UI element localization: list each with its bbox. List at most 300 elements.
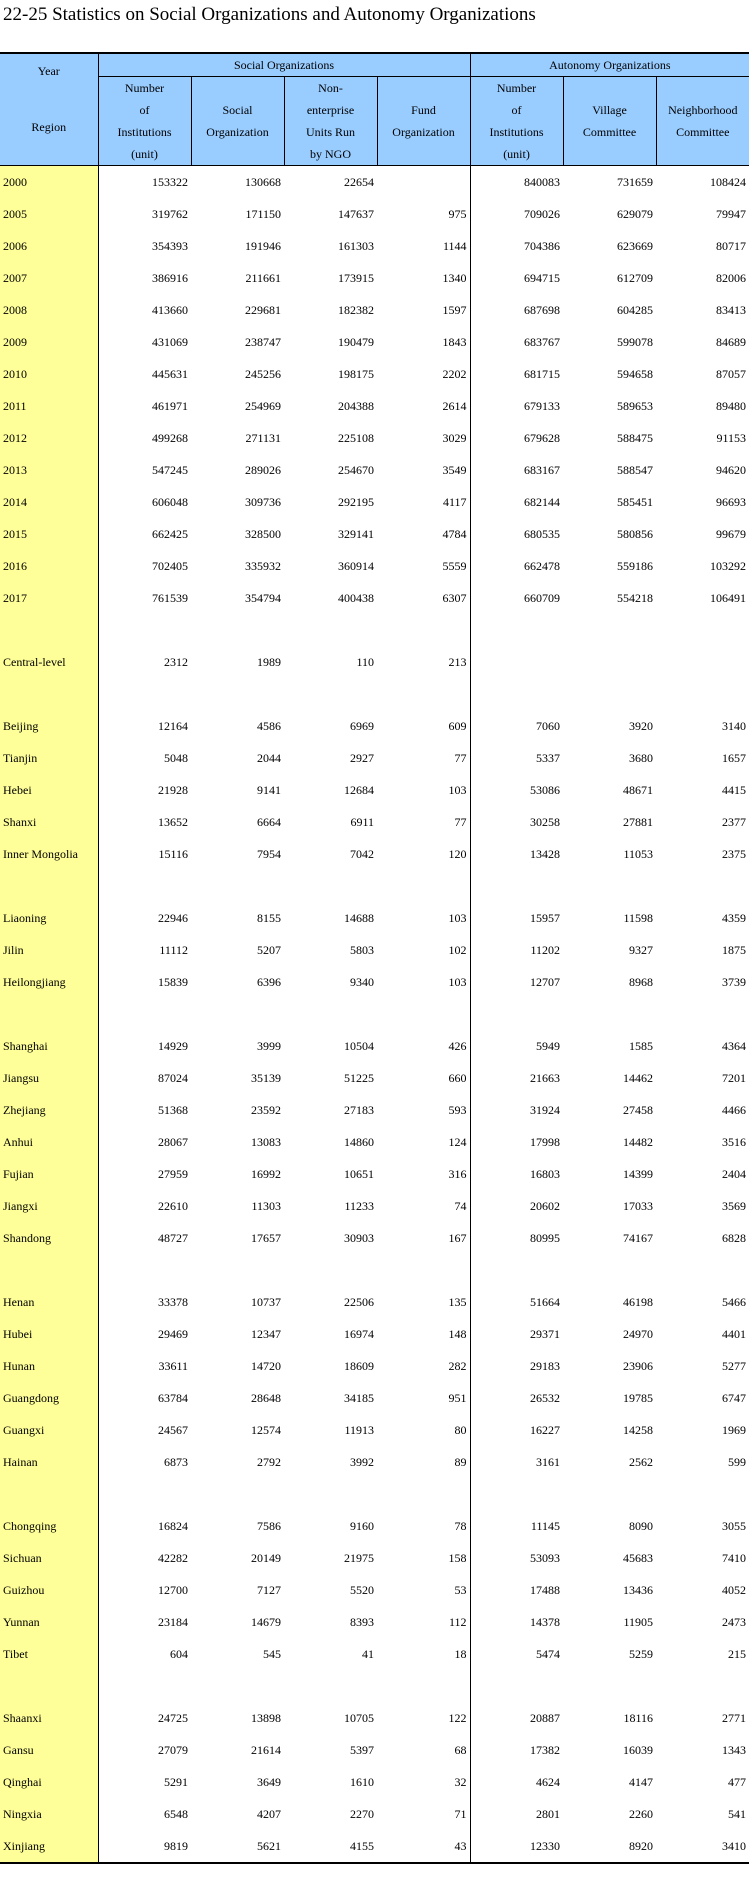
non-enterprise-cell: 51225 (344, 1071, 374, 1085)
non-enterprise-cell: 225108 (338, 431, 374, 445)
autonomy-number-cell: 29371 (530, 1327, 561, 1341)
table-row (0, 1414, 749, 1446)
social-number-cell: 33611 (158, 1359, 188, 1373)
table-row (0, 1030, 749, 1062)
social-number-cell: 29469 (158, 1327, 188, 1341)
spacer-cell (284, 998, 377, 1030)
autonomy-organizations-group-header: Autonomy Organizations (470, 53, 749, 77)
social-organization-cell: 191946 (245, 239, 281, 253)
neighborhood-committee-cell: 215 (728, 1647, 747, 1661)
autonomy-number-cell: 682144 (524, 495, 561, 509)
social-organization-cell: 14720 (251, 1359, 281, 1373)
village-committee-cell: 5259 (629, 1647, 654, 1661)
row-label: Henan (0, 1286, 98, 1318)
autonomy-number-cell: 4624 (536, 1775, 561, 1789)
spacer-cell (191, 998, 284, 1030)
autonomy-number-cell: 14378 (530, 1615, 561, 1629)
table-row (0, 550, 749, 582)
fund-organization-cell: 951 (377, 1382, 470, 1414)
row-label: Zhejiang (0, 1094, 98, 1126)
social-number-cell: 9819 (98, 1830, 191, 1863)
non-enterprise-cell: 27183 (344, 1103, 374, 1117)
social-organization-cell: 20149 (251, 1551, 281, 1565)
spacer-cell (377, 1478, 470, 1510)
spacer-cell (470, 1254, 563, 1286)
fund-organization-cell: 282 (377, 1350, 470, 1382)
spacer-label-cell (0, 1254, 98, 1286)
non-enterprise-cell: 7042 (350, 847, 374, 861)
non-enterprise-cell: 9340 (350, 975, 374, 989)
social-number-cell: 6548 (164, 1807, 188, 1821)
village-committee-cell: 8968 (629, 975, 654, 989)
village-committee-cell: 14258 (623, 1423, 654, 1437)
spacer-label-cell (0, 1478, 98, 1510)
autonomy-number-cell: 681715 (524, 367, 561, 381)
village-committee-cell: 11598 (623, 911, 654, 925)
social-organization-cell: 289026 (245, 463, 281, 477)
autonomy-number-cell: 29183 (530, 1359, 561, 1373)
fund-organization-cell: 32 (377, 1766, 470, 1798)
neighborhood-committee-cell: 4359 (722, 911, 747, 925)
neighborhood-committee-cell: 79947 (716, 207, 747, 221)
village-committee-cell: 11053 (623, 847, 654, 861)
row-label: 2006 (0, 230, 98, 262)
non-enterprise-cell: 34185 (344, 1391, 374, 1405)
social-organization-cell: 12574 (251, 1423, 281, 1437)
social-organization-cell: 254969 (245, 399, 281, 413)
social-organization-cell: 16992 (251, 1167, 281, 1181)
social-number-cell: 604 (170, 1647, 188, 1661)
village-committee-cell: 588547 (617, 463, 654, 477)
non-enterprise-cell: 11913 (344, 1423, 374, 1437)
autonomy-number-cell: 680535 (524, 527, 561, 541)
autonomy-number-cell: 840083 (524, 175, 561, 189)
fund-organization-header: Fund Organization (377, 77, 470, 166)
social-number-cell: 431069 (152, 335, 188, 349)
neighborhood-committee-cell: 108424 (710, 175, 747, 189)
non-enterprise-cell: 2270 (350, 1807, 374, 1821)
social-organization-cell: 4586 (257, 719, 281, 733)
fund-organization-cell: 135 (377, 1286, 470, 1318)
neighborhood-committee-cell: 6747 (722, 1391, 747, 1405)
village-committee-cell: 74167 (623, 1231, 654, 1245)
social-organization-cell: 271131 (245, 431, 281, 445)
row-label: Shanghai (0, 1030, 98, 1062)
table-row (0, 1318, 749, 1350)
village-committee-cell: 594658 (617, 367, 654, 381)
spacer-cell (656, 870, 749, 902)
fund-organization-cell: 148 (377, 1318, 470, 1350)
autonomy-number-cell: 21663 (530, 1071, 561, 1085)
non-enterprise-units-header: Non- enterprise Units Run by NGO (284, 77, 377, 166)
non-enterprise-cell: 161303 (338, 239, 374, 253)
village-committee-cell: 1585 (629, 1039, 654, 1053)
non-enterprise-cell: 9160 (350, 1519, 374, 1533)
spacer-cell (377, 870, 470, 902)
spacer-row (0, 1478, 749, 1510)
neighborhood-committee-cell: 4401 (722, 1327, 747, 1341)
spacer-cell (470, 998, 563, 1030)
fund-organization-cell: 103 (377, 902, 470, 934)
row-label: Jiangxi (0, 1190, 98, 1222)
social-number-cell: 12164 (158, 719, 188, 733)
autonomy-number-cell: 16803 (530, 1167, 561, 1181)
row-label: Inner Mongolia (0, 838, 98, 870)
social-organization-cell: 2792 (257, 1455, 281, 1469)
social-organization-cell: 171150 (245, 207, 281, 221)
row-label: Anhui (0, 1126, 98, 1158)
social-number-cell: 27959 (158, 1167, 188, 1181)
spacer-cell (656, 678, 749, 710)
spacer-cell (563, 998, 656, 1030)
fund-organization-cell: 3029 (377, 422, 470, 454)
social-organization-cell: 354794 (245, 591, 281, 605)
village-committee-cell: 16039 (623, 1743, 654, 1757)
social-organizations-group-header: Social Organizations (98, 53, 470, 77)
spacer-cell (470, 1478, 563, 1510)
neighborhood-committee-cell: 1343 (722, 1743, 747, 1757)
spacer-row (0, 1254, 749, 1286)
spacer-label-cell (0, 998, 98, 1030)
spacer-cell (377, 678, 470, 710)
row-label: Hunan (0, 1350, 98, 1382)
social-number-cell: 48727 (158, 1231, 188, 1245)
table-row (0, 454, 749, 486)
neighborhood-committee-cell: 2771 (722, 1711, 747, 1725)
social-number-cell: 42282 (158, 1551, 188, 1565)
spacer-cell (656, 1478, 749, 1510)
neighborhood-committee-cell: 96693 (716, 495, 747, 509)
spacer-cell (470, 870, 563, 902)
neighborhood-committee-cell: 89480 (716, 399, 747, 413)
row-label: 2011 (0, 390, 98, 422)
row-label: Sichuan (0, 1542, 98, 1574)
social-organization-cell: 328500 (245, 527, 281, 541)
row-label: Beijing (0, 710, 98, 742)
village-committee-cell: 9327 (629, 943, 654, 957)
autonomy-number-cell: 16227 (530, 1423, 561, 1437)
social-number-cell: 5291 (164, 1775, 188, 1789)
row-label: 2010 (0, 358, 98, 390)
spacer-cell (377, 1670, 470, 1702)
spacer-cell (98, 1254, 191, 1286)
fund-organization-cell: 1144 (377, 230, 470, 262)
fund-organization-cell: 975 (377, 198, 470, 230)
spacer-row (0, 870, 749, 902)
fund-organization-cell: 124 (377, 1126, 470, 1158)
fund-organization-cell: 80 (377, 1414, 470, 1446)
non-enterprise-cell: 11233 (344, 1199, 374, 1213)
table-row (0, 1830, 749, 1863)
fund-organization-cell: 43 (377, 1830, 470, 1863)
row-label: Hainan (0, 1446, 98, 1478)
village-committee-cell: 19785 (623, 1391, 654, 1405)
table-row (0, 1766, 749, 1798)
autonomy-number-cell: 20602 (530, 1199, 561, 1213)
spacer-row (0, 614, 749, 646)
social-number-cell: 11112 (159, 943, 188, 957)
row-label: Gansu (0, 1734, 98, 1766)
spacer-cell (191, 870, 284, 902)
autonomy-number-cell: 15957 (530, 911, 561, 925)
spacer-cell (191, 1478, 284, 1510)
spacer-cell (191, 614, 284, 646)
autonomy-number-cell: 5949 (536, 1039, 561, 1053)
social-number-cell: 28067 (158, 1135, 188, 1149)
row-label: Guizhou (0, 1574, 98, 1606)
neighborhood-committee-cell: 83413 (716, 303, 747, 317)
row-label: 2007 (0, 262, 98, 294)
autonomy-number-cell: 662478 (524, 559, 561, 573)
spacer-label-cell (0, 1670, 98, 1702)
village-committee-cell: 11905 (623, 1615, 654, 1629)
spacer-cell (284, 1254, 377, 1286)
year-header: Year (37, 63, 60, 78)
autonomy-number-cell: 30258 (530, 815, 561, 829)
social-organization-cell: 12347 (251, 1327, 281, 1341)
fund-organization-cell: 5559 (377, 550, 470, 582)
non-enterprise-cell: 198175 (338, 367, 374, 381)
statistics-table (0, 52, 749, 1864)
fund-organization-cell: 74 (377, 1190, 470, 1222)
non-enterprise-cell: 10504 (344, 1039, 374, 1053)
autonomy-number-cell (470, 646, 563, 678)
non-enterprise-cell: 204388 (338, 399, 374, 413)
autonomy-number-cell: 694715 (524, 271, 561, 285)
social-number-cell: 15839 (158, 975, 188, 989)
social-organization-cell: 245256 (245, 367, 281, 381)
neighborhood-committee-cell: 3739 (722, 975, 747, 989)
neighborhood-committee-cell: 6828 (722, 1231, 747, 1245)
social-organization-cell: 5621 (191, 1830, 284, 1863)
table-row (0, 1062, 749, 1094)
fund-organization-cell: 77 (377, 742, 470, 774)
autonomy-number-cell: 5474 (536, 1647, 561, 1661)
village-committee-cell: 14482 (623, 1135, 654, 1149)
social-number-cell: 16824 (158, 1519, 188, 1533)
fund-organization-cell: 68 (377, 1734, 470, 1766)
social-number-cell: 21928 (158, 783, 188, 797)
table-row (0, 1286, 749, 1318)
fund-organization-cell: 102 (377, 934, 470, 966)
row-label: Yunnan (0, 1606, 98, 1638)
page-title: 22-25 Statistics on Social Organizations and Autonomy Organizations (3, 4, 536, 25)
social-organization-cell: 6664 (257, 815, 281, 829)
table-row (0, 582, 749, 614)
neighborhood-committee-cell: 4466 (722, 1103, 747, 1117)
social-organization-header: Social Organization (191, 77, 284, 166)
table-row (0, 806, 749, 838)
table-row (0, 646, 749, 678)
social-organization-cell: 35139 (251, 1071, 281, 1085)
row-label: 2014 (0, 486, 98, 518)
spacer-cell (98, 1670, 191, 1702)
spacer-cell (470, 614, 563, 646)
table-row (0, 1094, 749, 1126)
neighborhood-committee-cell: 5277 (722, 1359, 747, 1373)
village-committee-header: Village Committee (563, 77, 656, 166)
village-committee-cell: 623669 (617, 239, 654, 253)
non-enterprise-cell: 10651 (344, 1167, 374, 1181)
fund-organization-cell: 213 (377, 646, 470, 678)
non-enterprise-cell: 12684 (344, 783, 374, 797)
non-enterprise-cell: 190479 (338, 335, 374, 349)
social-number-cell: 354393 (152, 239, 188, 253)
autonomy-number-cell: 17488 (530, 1583, 561, 1597)
social-number-cell: 87024 (158, 1071, 188, 1085)
neighborhood-committee-cell: 94620 (716, 463, 747, 477)
village-committee-cell: 2260 (629, 1807, 654, 1821)
non-enterprise-cell: 8393 (350, 1615, 374, 1629)
spacer-cell (191, 1254, 284, 1286)
fund-organization-cell: 18 (377, 1638, 470, 1670)
village-committee-cell: 8090 (629, 1519, 654, 1533)
autonomy-number-cell: 51664 (530, 1295, 561, 1309)
spacer-cell (284, 1670, 377, 1702)
social-organization-cell: 28648 (251, 1391, 281, 1405)
neighborhood-committee-cell: 541 (728, 1807, 747, 1821)
social-number-cell: 445631 (152, 367, 188, 381)
non-enterprise-cell: 147637 (338, 207, 374, 221)
table-row (0, 166, 749, 199)
social-number-cell: 5048 (164, 751, 188, 765)
social-organization-cell: 3999 (257, 1039, 281, 1053)
table-row (0, 294, 749, 326)
row-label: 2017 (0, 582, 98, 614)
social-number-cell: 606048 (152, 495, 188, 509)
non-enterprise-cell: 10705 (344, 1711, 374, 1725)
autonomy-number-cell: 709026 (524, 207, 561, 221)
fund-organization-cell: 1843 (377, 326, 470, 358)
row-label: Jiangsu (0, 1062, 98, 1094)
non-enterprise-cell: 329141 (338, 527, 374, 541)
social-number-cell: 702405 (152, 559, 188, 573)
row-label: Xinjiang (0, 1830, 98, 1863)
autonomy-number-cell: 53093 (530, 1551, 561, 1565)
table-row (0, 934, 749, 966)
spacer-cell (191, 1670, 284, 1702)
social-organization-cell: 211661 (245, 271, 281, 285)
spacer-row (0, 678, 749, 710)
row-label: Tianjin (0, 742, 98, 774)
row-label: Heilongjiang (0, 966, 98, 998)
village-committee-cell: 27458 (623, 1103, 654, 1117)
village-committee-cell (563, 646, 656, 678)
neighborhood-committee-cell: 4415 (722, 783, 747, 797)
autonomy-number-cell: 683767 (524, 335, 561, 349)
spacer-label-cell (0, 678, 98, 710)
row-label: 2009 (0, 326, 98, 358)
spacer-cell (98, 678, 191, 710)
neighborhood-committee-cell: 87057 (716, 367, 747, 381)
village-committee-cell: 604285 (617, 303, 654, 317)
spacer-cell (98, 614, 191, 646)
row-label: Shanxi (0, 806, 98, 838)
autonomy-number-cell: 683167 (524, 463, 561, 477)
spacer-cell (98, 870, 191, 902)
social-number-cell: 499268 (152, 431, 188, 445)
village-committee-cell: 48671 (623, 783, 654, 797)
non-enterprise-cell: 18609 (344, 1359, 374, 1373)
non-enterprise-cell: 182382 (338, 303, 374, 317)
social-organization-cell: 13898 (251, 1711, 281, 1725)
fund-organization-cell: 122 (377, 1702, 470, 1734)
table-row (0, 390, 749, 422)
social-number-cell: 12700 (158, 1583, 188, 1597)
neighborhood-committee-cell: 2375 (722, 847, 747, 861)
autonomy-number-cell: 704386 (524, 239, 561, 253)
non-enterprise-cell: 22654 (344, 175, 374, 189)
autonomy-number-cell: 687698 (524, 303, 561, 317)
spacer-cell (563, 614, 656, 646)
neighborhood-committee-header: Neighborhood Committee (656, 77, 749, 166)
village-committee-cell: 589653 (617, 399, 654, 413)
social-number-cell: 23184 (158, 1615, 188, 1629)
social-organization-cell: 545 (263, 1647, 281, 1661)
row-label: Jilin (0, 934, 98, 966)
social-organization-cell: 8155 (257, 911, 281, 925)
statistics-table-container (0, 52, 749, 1864)
row-label: Ningxia (0, 1798, 98, 1830)
neighborhood-committee-cell: 91153 (716, 431, 747, 445)
neighborhood-committee-cell: 477 (728, 1775, 747, 1789)
table-row (0, 358, 749, 390)
table-row (0, 1382, 749, 1414)
non-enterprise-cell: 5803 (350, 943, 374, 957)
row-label: 2012 (0, 422, 98, 454)
row-label: 2015 (0, 518, 98, 550)
spacer-cell (98, 1478, 191, 1510)
table-row (0, 1542, 749, 1574)
fund-organization-cell: 4784 (377, 518, 470, 550)
row-label: Hebei (0, 774, 98, 806)
non-enterprise-cell: 41 (362, 1647, 374, 1661)
non-enterprise-cell: 360914 (338, 559, 374, 573)
social-organization-cell: 5207 (257, 943, 281, 957)
social-number-cell: 15116 (158, 847, 188, 861)
row-label: Guangxi (0, 1414, 98, 1446)
autonomy-number-cell: 11145 (530, 1519, 561, 1533)
social-number-cell: 22610 (158, 1199, 188, 1213)
social-organization-cell: 9141 (257, 783, 281, 797)
social-number-cell: 22946 (158, 911, 188, 925)
fund-organization-cell: 3549 (377, 454, 470, 486)
village-committee-cell: 612709 (617, 271, 654, 285)
fund-organization-cell: 4117 (377, 486, 470, 518)
year-region-header (0, 53, 98, 166)
neighborhood-committee-cell: 1657 (722, 751, 747, 765)
social-number-cell: 547245 (152, 463, 188, 477)
neighborhood-committee-cell: 99679 (716, 527, 747, 541)
social-organization-cell: 4207 (257, 1807, 281, 1821)
fund-organization-cell: 660 (377, 1062, 470, 1094)
spacer-cell (563, 678, 656, 710)
social-organization-cell: 3649 (257, 1775, 281, 1789)
non-enterprise-cell: 21975 (344, 1551, 374, 1565)
spacer-cell (377, 614, 470, 646)
fund-organization-cell: 158 (377, 1542, 470, 1574)
fund-organization-cell: 2614 (377, 390, 470, 422)
autonomy-number-of-institutions-header: Number of Institutions (unit) (470, 77, 563, 166)
non-enterprise-cell: 6911 (350, 815, 374, 829)
fund-organization-cell: 593 (377, 1094, 470, 1126)
table-row (0, 742, 749, 774)
fund-organization-cell: 103 (377, 966, 470, 998)
spacer-cell (563, 1670, 656, 1702)
table-row (0, 1734, 749, 1766)
social-organization-cell: 238747 (245, 335, 281, 349)
table-row (0, 1158, 749, 1190)
